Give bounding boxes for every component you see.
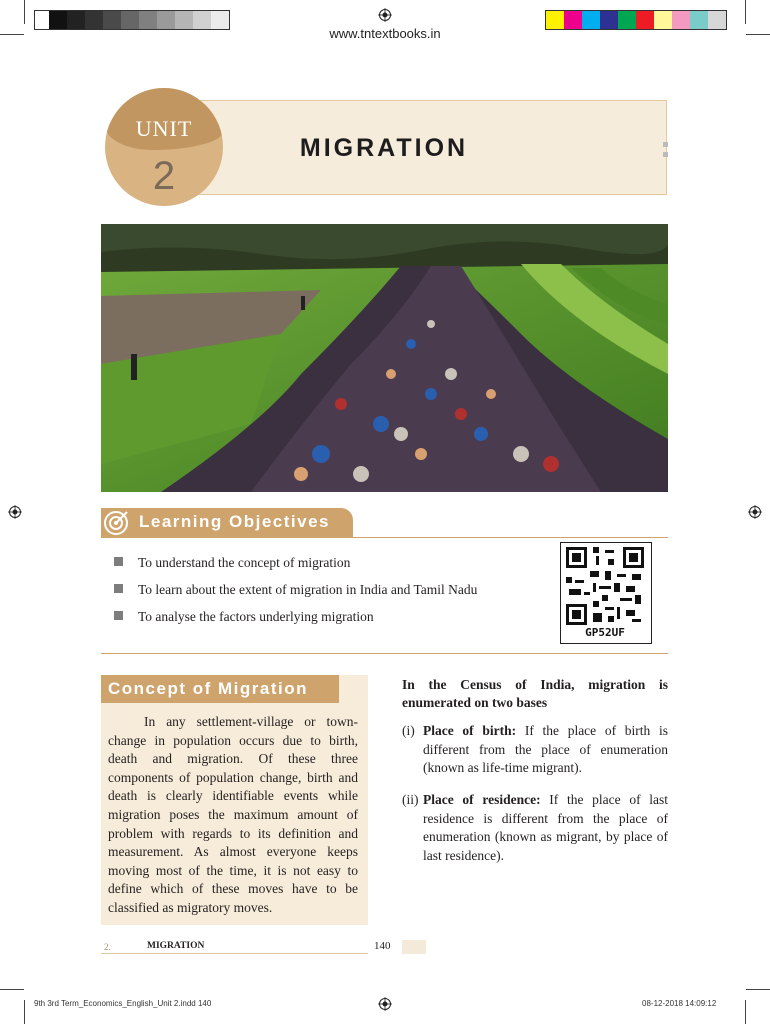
list-item: To learn about the extent of migration in India and Tamil Nadu <box>114 582 477 598</box>
crop-mark <box>745 0 746 24</box>
footer-chapter-name: MIGRATION <box>147 941 205 951</box>
crowd-photo <box>101 224 668 492</box>
concept-title: Concept of Migration <box>108 679 308 698</box>
registration-mark-icon <box>378 8 392 22</box>
file-name: 9th 3rd Term_Economics_English_Unit 2.indd 140 <box>34 999 212 1008</box>
concept-paragraph: In any settlement-village or town-change in population occurs due to birth, death and migration. Of these three components of population change, birth and death is clearly identifiable events while migration poses the maximum amount of problem with regards to its definition and measurement. As almost everyone keeps moving most of the time, it is not easy to define which of these moves have to be classified as migratory moves. <box>108 714 358 915</box>
qr-code-label: GP52UF <box>585 626 625 639</box>
target-icon <box>101 508 131 538</box>
unit-badge <box>105 88 223 206</box>
list-item: To analyse the factors underlying migration <box>114 609 374 625</box>
crop-mark <box>24 1000 25 1024</box>
crop-mark <box>745 1000 746 1024</box>
footer-chapter-number: 2. <box>104 942 111 952</box>
print-timestamp: 08-12-2018 14:09:12 <box>642 999 717 1008</box>
registration-mark-icon <box>748 505 762 519</box>
footer-shade <box>402 940 426 954</box>
list-item: (ii) Place of residence: If the place of last residence is different from the place of enumeration (known as migrant, by place of last residence). <box>402 792 668 863</box>
census-heading: In the Census of India, migration is enumerated on two bases <box>402 677 668 710</box>
website-url[interactable]: www.tntextbooks.in <box>329 26 441 41</box>
bullet-icon <box>114 611 123 620</box>
registration-mark-icon <box>378 997 392 1011</box>
unit-label: UNIT <box>135 116 193 141</box>
list-item: (i) Place of birth: If the place of birth is different from the place of enumeration (known as life-time migrant). <box>402 723 668 776</box>
edge-tab-marker <box>663 140 669 160</box>
page-number: 140 <box>374 940 391 952</box>
divider <box>101 537 668 538</box>
crop-mark <box>0 989 24 990</box>
footer-divider <box>101 953 368 954</box>
learning-objectives-title: Learning Objectives <box>139 512 330 531</box>
unit-number: 2 <box>152 154 176 198</box>
list-item: To understand the concept of migration <box>114 555 350 571</box>
qr-code-icon[interactable] <box>566 547 644 625</box>
crop-mark <box>746 989 770 990</box>
divider <box>101 653 668 654</box>
unit-title: MIGRATION <box>299 134 469 162</box>
bullet-icon <box>114 584 123 593</box>
registration-mark-icon <box>8 505 22 519</box>
bullet-icon <box>114 557 123 566</box>
crop-mark <box>24 0 25 24</box>
